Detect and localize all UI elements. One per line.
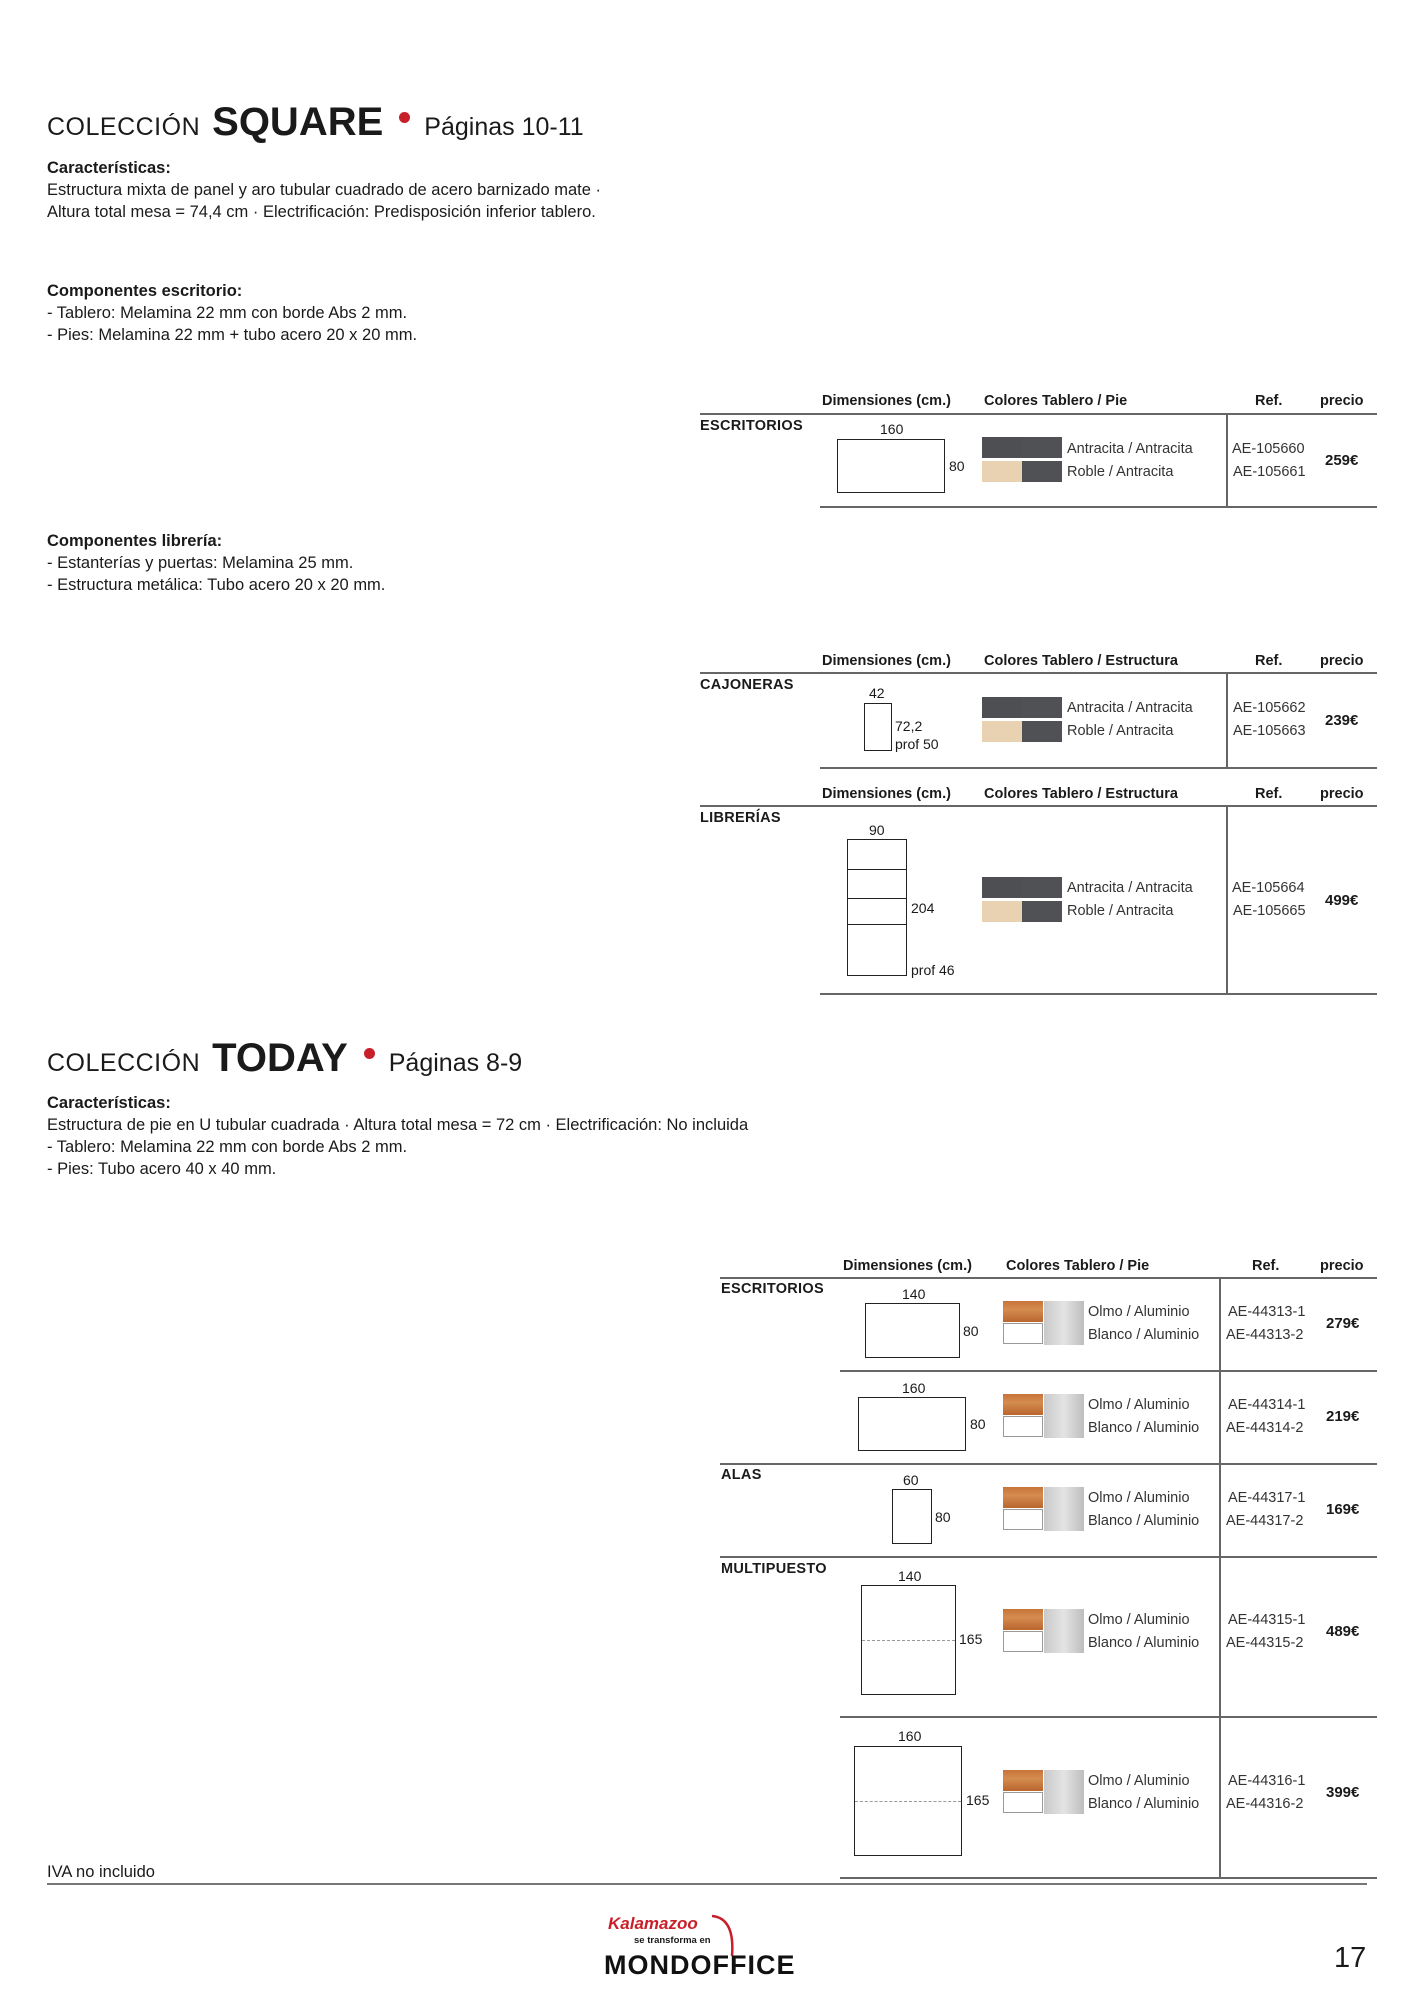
dimension-width: 160 bbox=[880, 421, 904, 437]
dimension-depth: 80 bbox=[935, 1509, 951, 1525]
column-divider bbox=[1219, 1278, 1221, 1878]
swatch-aluminio bbox=[1044, 1770, 1084, 1814]
characteristics-title: Características: bbox=[47, 1094, 171, 1112]
swatch-blanco bbox=[1003, 1792, 1043, 1813]
column-divider bbox=[1226, 673, 1228, 767]
header-price: precio bbox=[1320, 1258, 1364, 1274]
color-option: Roble / Antracita bbox=[1067, 903, 1174, 919]
wing-diagram bbox=[892, 1489, 932, 1544]
header-ref: Ref. bbox=[1255, 653, 1283, 669]
desk-diagram bbox=[865, 1303, 960, 1358]
header-colors: Colores Tablero / Pie bbox=[1006, 1258, 1150, 1274]
reference-code: AE-105660 bbox=[1232, 441, 1305, 457]
bullet-dot-icon bbox=[364, 1048, 375, 1059]
header-colors: Colores Tablero / Estructura bbox=[984, 653, 1178, 669]
swatch-roble bbox=[982, 721, 1022, 742]
swatch-olmo bbox=[1003, 1301, 1043, 1322]
price: 239€ bbox=[1325, 712, 1359, 729]
color-option: Olmo / Aluminio bbox=[1088, 1612, 1190, 1628]
reference-code: AE-44315-1 bbox=[1228, 1612, 1306, 1628]
today-collection-heading bbox=[47, 1036, 522, 1081]
price: 399€ bbox=[1326, 1784, 1360, 1801]
collection-name: SQUARE bbox=[212, 100, 384, 144]
color-option: Olmo / Aluminio bbox=[1088, 1490, 1190, 1506]
swatch-antracita bbox=[1022, 461, 1062, 482]
swatch-roble bbox=[982, 901, 1022, 922]
table-divider bbox=[700, 413, 1377, 415]
dimension-height: 204 bbox=[911, 900, 935, 916]
swatch-antracita bbox=[1022, 437, 1062, 458]
logo-kalamazoo: Kalamazoo bbox=[608, 1914, 698, 1933]
column-divider bbox=[1226, 806, 1228, 993]
swatch-antracita bbox=[1022, 901, 1062, 922]
dimension-width: 160 bbox=[902, 1380, 926, 1396]
swatch-aluminio bbox=[1044, 1301, 1084, 1345]
price: 259€ bbox=[1325, 452, 1359, 469]
swatch-antracita bbox=[1022, 721, 1062, 742]
dimension-width: 140 bbox=[898, 1568, 922, 1584]
characteristics-line: - Tablero: Melamina 22 mm con borde Abs 2 mm. bbox=[47, 1138, 408, 1156]
table-divider bbox=[820, 993, 1377, 995]
footer-divider bbox=[47, 1883, 1367, 1885]
reference-code: AE-105662 bbox=[1233, 700, 1306, 716]
characteristics-line: Estructura de pie en U tubular cuadrada · Altura total mesa = 72 cm · Electrificación: No incluida bbox=[47, 1116, 749, 1134]
header-dimensions: Dimensiones (cm.) bbox=[822, 653, 951, 669]
dimension-width: 60 bbox=[903, 1472, 919, 1488]
dimension-depth: 165 bbox=[966, 1792, 990, 1808]
page-number: 17 bbox=[1334, 1942, 1367, 1974]
color-option: Blanco / Aluminio bbox=[1088, 1327, 1200, 1343]
swatch-olmo bbox=[1003, 1394, 1043, 1415]
desk-diagram bbox=[837, 439, 945, 493]
category-label: MULTIPUESTO bbox=[721, 1561, 827, 1577]
swatch-olmo bbox=[1003, 1487, 1043, 1508]
table-divider bbox=[820, 767, 1377, 769]
category-label: ESCRITORIOS bbox=[721, 1281, 824, 1297]
category-label: ESCRITORIOS bbox=[700, 418, 803, 434]
header-price: precio bbox=[1320, 786, 1364, 802]
swatch-antracita bbox=[982, 697, 1022, 718]
header-dimensions: Dimensiones (cm.) bbox=[822, 393, 951, 409]
table-divider bbox=[700, 672, 1377, 674]
swatch-aluminio bbox=[1044, 1394, 1084, 1438]
desk-split-line bbox=[855, 1801, 961, 1802]
color-option: Antracita / Antracita bbox=[1067, 700, 1193, 716]
swatch-antracita bbox=[1022, 697, 1062, 718]
swatch-roble bbox=[982, 461, 1022, 482]
table-divider bbox=[720, 1556, 1377, 1558]
table-divider bbox=[840, 1716, 1377, 1718]
dimension-depth: 165 bbox=[959, 1631, 983, 1647]
price: 489€ bbox=[1326, 1623, 1360, 1640]
components-line: - Estanterías y puertas: Melamina 25 mm. bbox=[47, 554, 354, 572]
dimension-depth: prof 46 bbox=[911, 962, 955, 978]
reference-code: AE-44317-2 bbox=[1226, 1513, 1304, 1529]
components-title: Componentes escritorio: bbox=[47, 282, 243, 300]
swatch-olmo bbox=[1003, 1609, 1043, 1630]
dimension-width: 90 bbox=[869, 822, 885, 838]
table-divider bbox=[700, 805, 1377, 807]
square-characteristics bbox=[47, 157, 601, 223]
dimension-depth: prof 50 bbox=[895, 736, 939, 752]
header-ref: Ref. bbox=[1255, 786, 1283, 802]
table-divider bbox=[840, 1877, 1377, 1879]
table-divider bbox=[720, 1463, 1377, 1465]
vat-note: IVA no incluido bbox=[47, 1863, 155, 1881]
reference-code: AE-44316-1 bbox=[1228, 1773, 1306, 1789]
reference-code: AE-44313-2 bbox=[1226, 1327, 1304, 1343]
collection-pages: Páginas 8-9 bbox=[388, 1049, 523, 1077]
reference-code: AE-44314-2 bbox=[1226, 1420, 1304, 1436]
characteristics-title: Características: bbox=[47, 159, 171, 177]
header-price: precio bbox=[1320, 653, 1364, 669]
swatch-blanco bbox=[1003, 1631, 1043, 1652]
today-characteristics bbox=[47, 1092, 748, 1180]
collection-word: COLECCIÓN bbox=[47, 1049, 201, 1077]
logo-subtitle: se transforma en bbox=[634, 1935, 711, 1946]
dimension-width: 140 bbox=[902, 1286, 926, 1302]
square-library-components bbox=[47, 530, 385, 596]
reference-code: AE-44316-2 bbox=[1226, 1796, 1304, 1812]
color-option: Blanco / Aluminio bbox=[1088, 1635, 1200, 1651]
price: 219€ bbox=[1326, 1408, 1360, 1425]
color-option: Blanco / Aluminio bbox=[1088, 1796, 1200, 1812]
swatch-blanco bbox=[1003, 1509, 1043, 1530]
characteristics-line: - Pies: Tubo acero 40 x 40 mm. bbox=[47, 1160, 277, 1178]
swatch-blanco bbox=[1003, 1416, 1043, 1437]
square-desk-components bbox=[47, 280, 417, 346]
color-option: Olmo / Aluminio bbox=[1088, 1304, 1190, 1320]
components-line: - Estructura metálica: Tubo acero 20 x 20 mm. bbox=[47, 576, 386, 594]
color-option: Roble / Antracita bbox=[1067, 723, 1174, 739]
color-option: Olmo / Aluminio bbox=[1088, 1397, 1190, 1413]
color-option: Roble / Antracita bbox=[1067, 464, 1174, 480]
header-price: precio bbox=[1320, 393, 1364, 409]
drawer-diagram bbox=[864, 703, 892, 751]
category-label: CAJONERAS bbox=[700, 677, 794, 693]
reference-code: AE-44313-1 bbox=[1228, 1304, 1306, 1320]
price: 279€ bbox=[1326, 1315, 1360, 1332]
swatch-blanco bbox=[1003, 1323, 1043, 1344]
color-option: Blanco / Aluminio bbox=[1088, 1420, 1200, 1436]
mondoffice-logo bbox=[600, 1908, 830, 1988]
swatch-antracita bbox=[982, 877, 1022, 898]
components-line: - Pies: Melamina 22 mm + tubo acero 20 x 20 mm. bbox=[47, 326, 418, 344]
dimension-depth: 80 bbox=[949, 458, 965, 474]
category-label: ALAS bbox=[721, 1467, 762, 1483]
color-option: Antracita / Antracita bbox=[1067, 441, 1193, 457]
price: 169€ bbox=[1326, 1501, 1360, 1518]
reference-code: AE-44315-2 bbox=[1226, 1635, 1304, 1651]
characteristics-line: Estructura mixta de panel y aro tubular cuadrado de acero barnizado mate · bbox=[47, 181, 601, 199]
desk-diagram bbox=[858, 1397, 966, 1451]
swatch-aluminio bbox=[1044, 1487, 1084, 1531]
color-option: Antracita / Antracita bbox=[1067, 880, 1193, 896]
reference-code: AE-44317-1 bbox=[1228, 1490, 1306, 1506]
swatch-aluminio bbox=[1044, 1609, 1084, 1653]
components-title: Componentes librería: bbox=[47, 532, 223, 550]
dimension-width: 42 bbox=[869, 685, 885, 701]
reference-code: AE-105665 bbox=[1233, 903, 1306, 919]
table-divider bbox=[720, 1277, 1377, 1279]
reference-code: AE-44314-1 bbox=[1228, 1397, 1306, 1413]
bullet-dot-icon bbox=[399, 112, 410, 123]
logo-mondoffice: MONDOFFICE bbox=[604, 1950, 796, 1980]
components-line: - Tablero: Melamina 22 mm con borde Abs 2 mm. bbox=[47, 304, 408, 322]
characteristics-line: Altura total mesa = 74,4 cm · Electrificación: Predisposición inferior tablero. bbox=[47, 203, 596, 221]
table-divider bbox=[840, 1370, 1377, 1372]
color-option: Blanco / Aluminio bbox=[1088, 1513, 1200, 1529]
header-ref: Ref. bbox=[1252, 1258, 1280, 1274]
collection-word: COLECCIÓN bbox=[47, 113, 201, 141]
header-dimensions: Dimensiones (cm.) bbox=[843, 1258, 972, 1274]
category-label: LIBRERÍAS bbox=[700, 810, 781, 826]
column-divider bbox=[1226, 414, 1228, 506]
header-ref: Ref. bbox=[1255, 393, 1283, 409]
header-dimensions: Dimensiones (cm.) bbox=[822, 786, 951, 802]
header-colors: Colores Tablero / Estructura bbox=[984, 786, 1178, 802]
swatch-antracita bbox=[1022, 877, 1062, 898]
header-colors: Colores Tablero / Pie bbox=[984, 393, 1128, 409]
desk-split-line bbox=[862, 1640, 955, 1641]
swatch-antracita bbox=[982, 437, 1022, 458]
dimension-height: 72,2 bbox=[895, 718, 923, 734]
square-collection-heading bbox=[47, 100, 584, 145]
collection-pages: Páginas 10-11 bbox=[424, 113, 584, 141]
reference-code: AE-105663 bbox=[1233, 723, 1306, 739]
dimension-depth: 80 bbox=[970, 1416, 986, 1432]
reference-code: AE-105661 bbox=[1233, 464, 1306, 480]
swatch-olmo bbox=[1003, 1770, 1043, 1791]
bookcase-diagram bbox=[847, 839, 907, 976]
table-divider bbox=[820, 506, 1377, 508]
dimension-width: 160 bbox=[898, 1728, 922, 1744]
reference-code: AE-105664 bbox=[1232, 880, 1305, 896]
price: 499€ bbox=[1325, 892, 1359, 909]
collection-name: TODAY bbox=[212, 1036, 348, 1080]
color-option: Olmo / Aluminio bbox=[1088, 1773, 1190, 1789]
dimension-depth: 80 bbox=[963, 1323, 979, 1339]
